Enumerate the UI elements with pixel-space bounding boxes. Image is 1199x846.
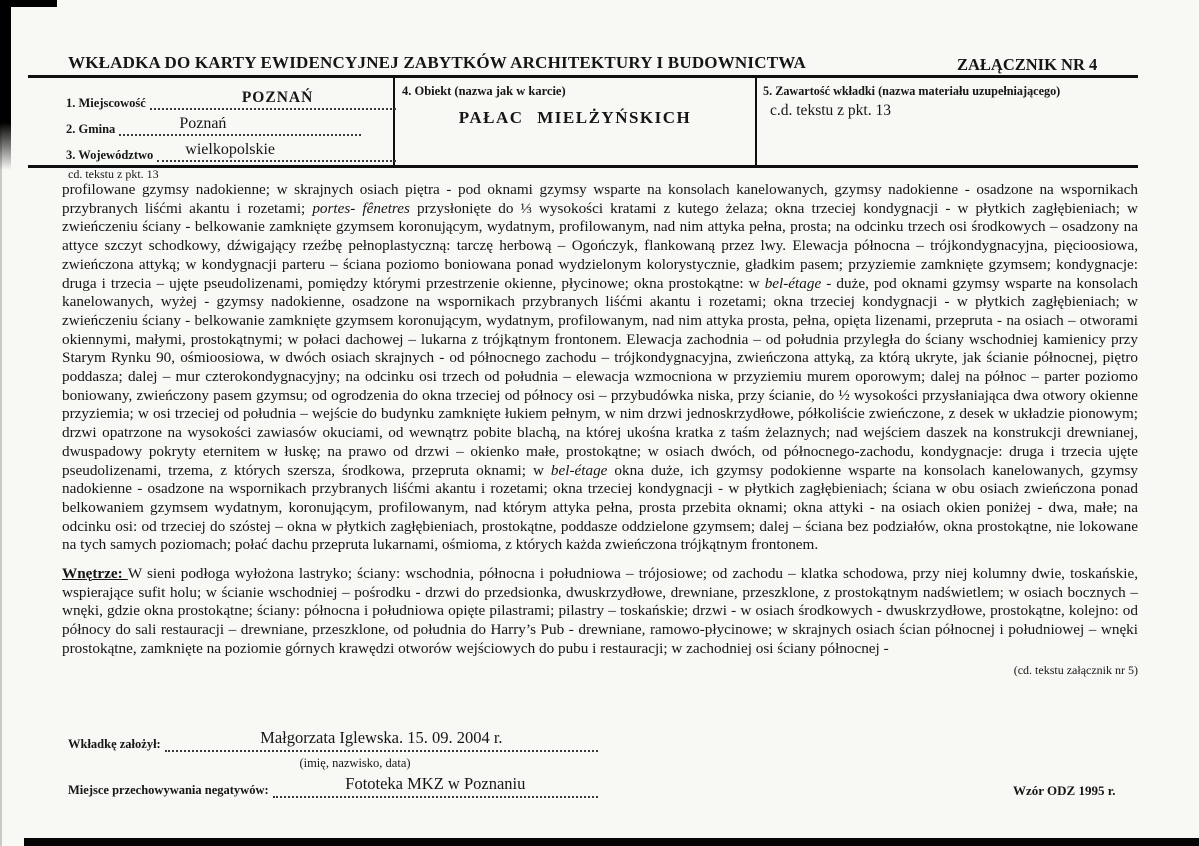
field-wojewodztwo bbox=[66, 136, 396, 162]
field-negatives-label: Miejsce przechowywania negatywów: bbox=[68, 783, 269, 797]
document-title: WKŁADKA DO KARTY EWIDENCYJNEJ ZABYTKÓW ARCHITEKTURY I BUDOWNICTWA bbox=[68, 53, 807, 72]
form-table bbox=[28, 78, 1138, 168]
field-wojewodztwo-label: 3. Województwo bbox=[66, 148, 154, 162]
field-gmina-label: 2. Gmina bbox=[66, 122, 116, 136]
continuation-note: cd. tekstu z pkt. 13 bbox=[68, 167, 159, 181]
field-founder-line bbox=[165, 724, 598, 752]
field-founder bbox=[68, 726, 598, 752]
paragraph-elevations: profilowane gzymsy nadokienne; w skrajnych osiach piętra - pod oknami gzymsy wsparte na konsolach kanelowanych, gzymsy nadokienne - osadzone na wspornikach przybranych liśćmi akantu i rozetami; portes- fênetres przysłonięte do ⅓ wysokości kratami z kutego żelaza; okna trzeciej kondygnacji - w płytkich zagłębieniach; w zwieńczeniu ściany - belkowanie zamknięte gzymsem koronującym, wydatnym, profilowanym, nad nim attyka pełna, prosta; na odcinku trzech osi środkowych – osadzony na attyce szczyt schodkowy, dźwigający rzeźbę pełnoplastyczną: tarczę herbową – Ogończyk, flankowaną przez lwy. Elewacja północna – trójkondygnacyjna, pięcioosiowa, zwieńczona attyką; w kondygnacji parteru – ściana poziomo boniowana ponad wydzielonym kolorystycznie, gładkim pasem; przyziemie zamknięte gzymsem; kondygnacje: druga i trzecia – ujęte pseudolizenami, pomiędzy którymi przestrzenie okienne, płycinowe; okna prostokątne: w bel-étage - duże, pod oknami gzymsy wsparte na konsolach kanelowanych, wyżej - gzymsy nadokienne, osadzone na wspornikach przybranych liśćmi akantu i rozetami; okna trzeciej kondygnacji - w płytkich zagłębieniach; w zwieńczeniu ściany - belkowanie zamknięte gzymsem koronującym, wydatnym, profilowanym, nad nim attyka prosta, pełna, opięta lizenami, przepruta - na osiach – otworami okiennymi, małymi, prostokątnymi; w połaci dachowej – lukarna z trójkątnym frontonem. Elewacja zachodnia – od południa przyległa do ściany wschodniej kamienicy przy Starym Rynku 90, ośmioosiowa, w dwóch osiach skrajnych - od północnego zachodu – trójkondygnacyjna, zwieńczona attyką, za którą ukryte, jak ścianie północnej, piętro poddasza; dalej – mur czterokondygnacyjny; na odcinku osi trzech od południa – elewacja wzmocniona w przyziemiu murem oporowym; dalej na północ – parter poziomo boniowany, zwieńczony pasem gzymsu; od ogrodzenia do okna trzeciej od północy osi – przybudówka niska, przy ścianie, do ½ wysokości przysłaniająca dwa otwory okienne przyziemia; w osi trzeciej od południa – wejście do budynku zamknięte łukiem pełnym, w nim drzwi jednoskrzydłowe, półkoliście zwieńczone, z desek w układzie pionowym; drzwi opatrzone na wysokości zawiasów okuciami, od wewnątrz pobite blachą, na której ukośna kratka z taśm żelaznych; nad wejściem daszek na konstrukcji drewnianej, dwuspadowy pokryty eternitem w łuskę; na prawo od drzwi – okienko małe, prostokątne; w osiach dwóch, od północnego-zachodu, kondygnacje: druga i trzecia ujęte pseudolizenami, trzema, z których szersza, środkowa, przepruta oknami; w bel-étage okna duże, ich gzymsy podokienne wsparte na konsolach kanelowanych, gzymsy nadokienne - osadzone na wspornikach przybranych liśćmi akantu i rozetami; okna trzeciej kondygnacji - w płytkich zagłębieniach; ściana w obu osiach zwieńczona ponad belkowaniem gzymsem wydatnym, koronującym, profilowanym, nad którym attyka pełna, prosta przebita oknami; okna attyki - na osiach okien poniżej - dwa, małe; na odcinku osi: od trzeciej do szóstej – okna w płytkich zagłębieniach, prostokątne, poddasze oddzielone gzymsem; dalej – ściana bez podziałów, okna prostokątne, nie lokowane na tych samych poziomach; połać dachu przepruta lukarnami, ośmioma, z których każda zwieńczona trójkątnym frontonem. bbox=[62, 181, 1138, 554]
scan-edge-bottom bbox=[24, 838, 1199, 846]
field-obiekt-value: PAŁAC MIELŻYŃSKICH bbox=[458, 108, 692, 127]
field-founder-hint: (imię, nazwisko, data) bbox=[299, 756, 411, 770]
field-negatives-line bbox=[273, 768, 598, 798]
field-negatives bbox=[68, 770, 598, 798]
field-wojewodztwo-value: wielkopolskie bbox=[185, 141, 276, 158]
field-miejscowosc-label: 1. Miejscowość bbox=[66, 96, 146, 110]
description-text bbox=[62, 181, 1138, 679]
field-miejscowosc-line bbox=[150, 82, 396, 110]
field-zawartosc-label: 5. Zawartość wkładki (nazwa materiału uzupełniającego) bbox=[763, 84, 1061, 98]
template-note: Wzór ODZ 1995 r. bbox=[1013, 783, 1116, 798]
scan-edge-left bbox=[0, 0, 11, 170]
field-negatives-value: Fototeka MKZ w Poznaniu bbox=[345, 774, 526, 793]
field-obiekt-label: 4. Obiekt (nazwa jak w karcie) bbox=[402, 84, 566, 98]
field-gmina bbox=[66, 110, 361, 136]
field-miejscowosc bbox=[66, 84, 396, 110]
field-wojewodztwo-line bbox=[157, 134, 396, 162]
field-gmina-value: Poznań bbox=[179, 115, 227, 132]
attachment-number: ZAŁĄCZNIK NR 4 bbox=[957, 55, 1098, 74]
field-gmina-line bbox=[119, 108, 361, 136]
field-zawartosc-value: c.d. tekstu z pkt. 13 bbox=[770, 102, 891, 119]
continuation-footer-note: (cd. tekstu załącznik nr 5) bbox=[1013, 662, 1138, 677]
field-founder-value: Małgorzata Iglewska. 15. 09. 2004 r. bbox=[260, 728, 503, 747]
table-divider-2 bbox=[755, 78, 757, 165]
field-miejscowosc-value: POZNAŃ bbox=[241, 89, 314, 106]
paragraph-interior: Wnętrze: W sieni podłoga wyłożona lastryko; ściany: wschodnia, północna i południowa – trójosiowe; od zachodu – klatka schodowa, przy niej kolumny dwie, toskańskie, wspierające sufit holu; w ścianie wschodniej – pośrodku - drzwi do przedsionka, dwuskrzydłowe, drewniane, przeszklone, z prostokątnym nadświetlem; w osiach bocznych – wnęki, gdzie okna prostokątne; ściany: północna i południowa opięte pilastrami; pilastry – toskańskie; drzwi - w osiach środkowych - dwuskrzydłowe, prostokątne, kolejno: od północy do sali restauracji – drewniane, przeszklone, od południa do Harry’s Pub - drewniane, ramowo-płycinowe; w skrajnych osiach ścian północnej i południowej – wnęki prostokątne, zamknięte na poziomie górnych krawędzi otworów wejściowych do pubu i restauracji; w zachodniej osi ściany północnej - bbox=[62, 565, 1138, 657]
field-founder-label: Wkładkę założył: bbox=[68, 737, 161, 751]
